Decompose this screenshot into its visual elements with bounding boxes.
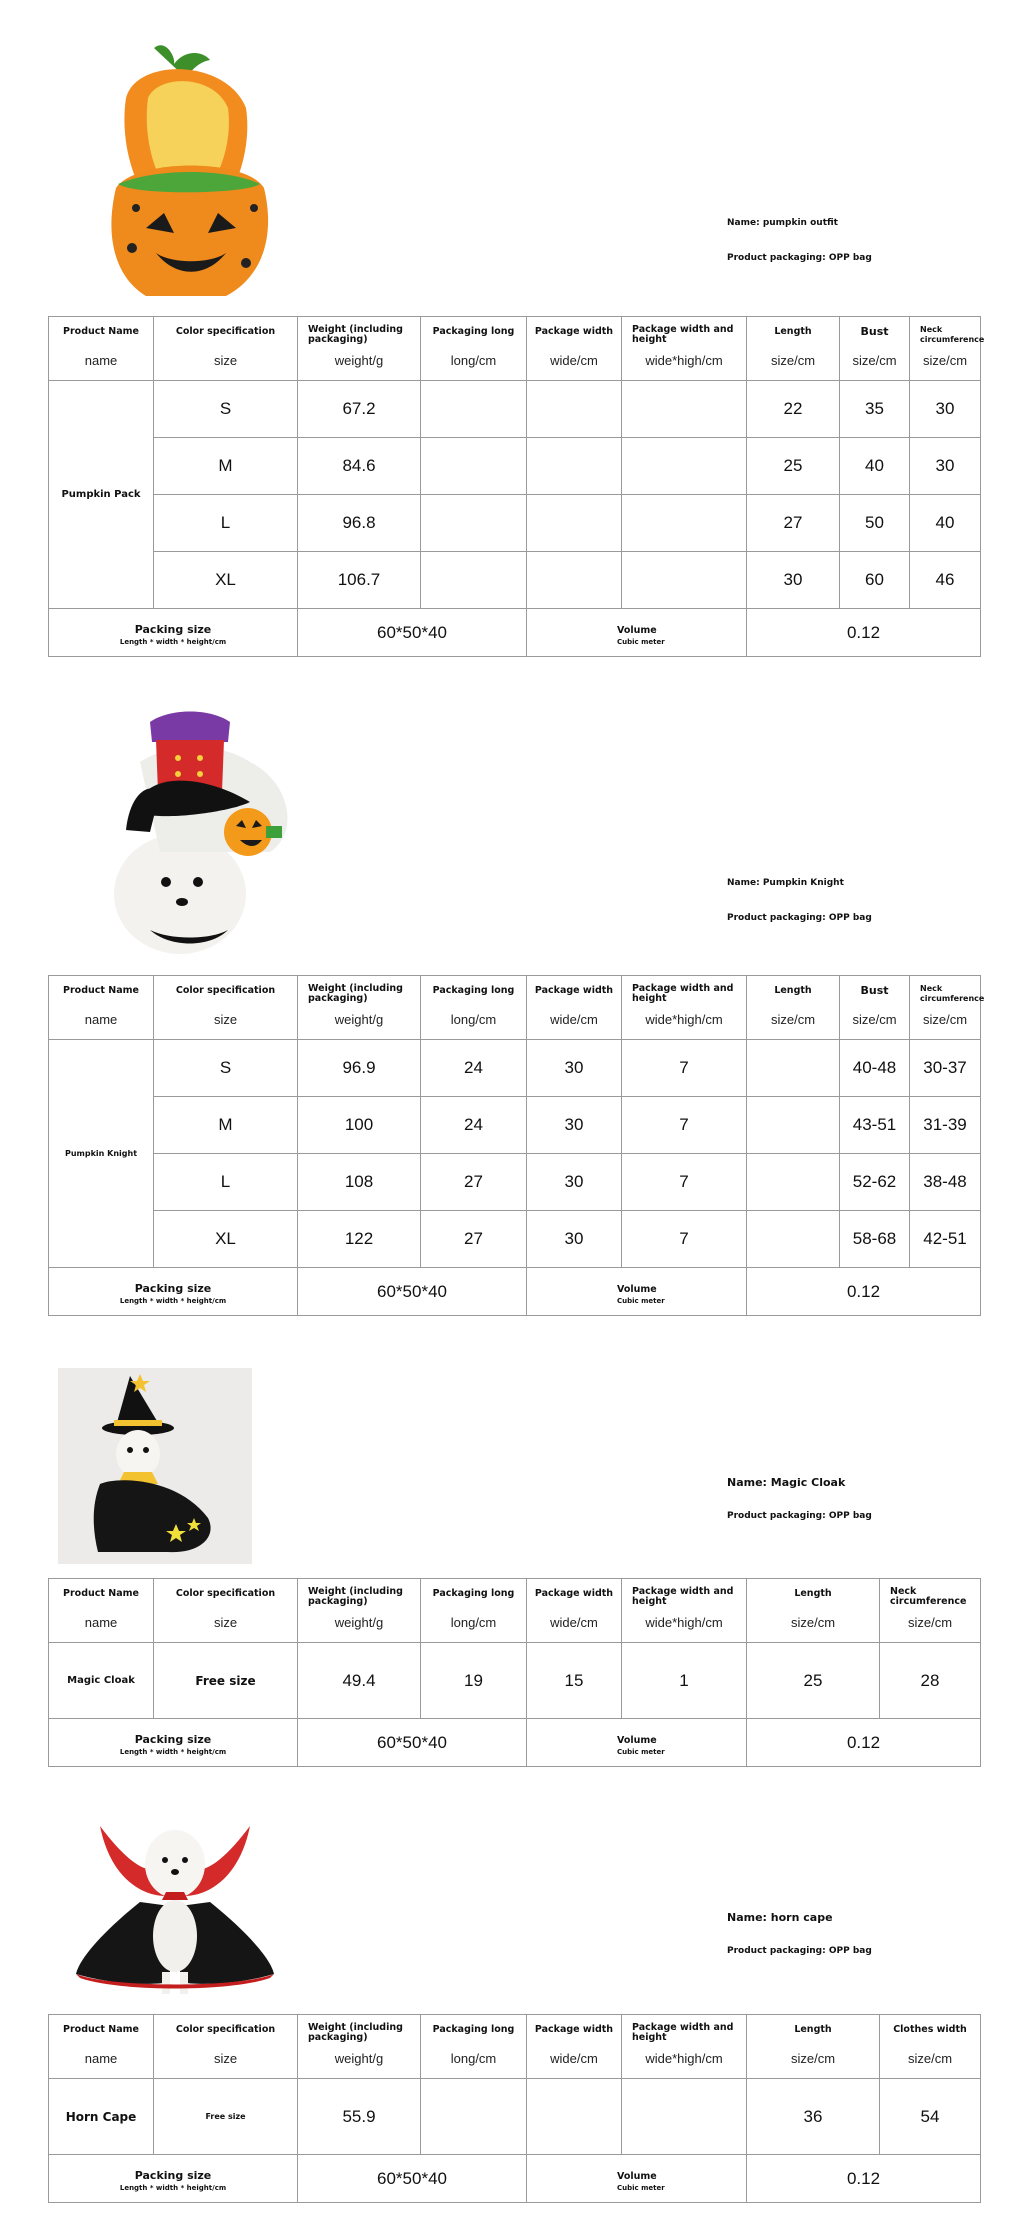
packing-size-label: Packing size Length * width * height/cm: [49, 1719, 298, 1767]
length-cell: 25: [747, 438, 840, 495]
header-pack-wh: Package width and height wide*high/cm: [622, 2015, 747, 2079]
neck-cell: 38-48: [910, 1154, 981, 1211]
volume-value: 0.12: [747, 2155, 981, 2203]
size-cell: Free size: [154, 2079, 298, 2155]
length-cell: 36: [747, 2079, 880, 2155]
weight-cell: 96.9: [298, 1040, 421, 1097]
packing-size-value: 60*50*40: [298, 609, 527, 657]
neck-cell: 30: [910, 381, 981, 438]
pack-wh-cell: 1: [622, 1643, 747, 1719]
header-pack-long: Packaging long long/cm: [421, 1579, 527, 1643]
volume-value: 0.12: [747, 609, 981, 657]
header-neck: Neck circumference size/cm: [910, 317, 981, 381]
size-cell: XL: [154, 552, 298, 609]
header-pack-wh: Package width and height wide*high/cm: [622, 976, 747, 1040]
length-cell: 22: [747, 381, 840, 438]
header-weight: Weight (including packaging) weight/g: [298, 1579, 421, 1643]
packing-size-value: 60*50*40: [298, 1268, 527, 1316]
pack-width-cell: 30: [527, 1154, 622, 1211]
packing-row: [49, 2155, 981, 2203]
pack-width-cell: 30: [527, 1211, 622, 1268]
pack-wh-cell: [622, 2079, 747, 2155]
weight-cell: 84.6: [298, 438, 421, 495]
header-weight: Weight (including packaging) weight/g: [298, 976, 421, 1040]
bust-cell: 40-48: [840, 1040, 910, 1097]
bust-cell: 52-62: [840, 1154, 910, 1211]
clothes-width-cell: 54: [880, 2079, 981, 2155]
size-cell: M: [154, 438, 298, 495]
product-name-line: Name: pumpkin outfit: [727, 218, 838, 228]
weight-cell: 100: [298, 1097, 421, 1154]
header-row: [49, 2015, 981, 2079]
bust-cell: 58-68: [840, 1211, 910, 1268]
length-cell: 25: [747, 1643, 880, 1719]
volume-label: Volume Cubic meter: [527, 1268, 747, 1316]
pack-width-cell: 15: [527, 1643, 622, 1719]
packaging-line: Product packaging: OPP bag: [727, 1946, 872, 1956]
weight-cell: 96.8: [298, 495, 421, 552]
neck-cell: 42-51: [910, 1211, 981, 1268]
header-pack-long: Packaging long long/cm: [421, 976, 527, 1040]
bust-cell: 35: [840, 381, 910, 438]
pack-width-cell: [527, 2079, 622, 2155]
header-product-name: Product Name name: [49, 317, 154, 381]
size-cell: Free size: [154, 1643, 298, 1719]
size-cell: L: [154, 1154, 298, 1211]
product-name-cell: Pumpkin Pack: [49, 381, 154, 609]
header-pack-width: Package width wide/cm: [527, 317, 622, 381]
header-weight: Weight (including packaging) weight/g: [298, 317, 421, 381]
header-length: Length size/cm: [747, 1579, 880, 1643]
size-cell: XL: [154, 1211, 298, 1268]
product-name-line: Name: horn cape: [727, 1911, 833, 1924]
header-product-name: Product Name name: [49, 976, 154, 1040]
volume-value: 0.12: [747, 1719, 981, 1767]
weight-cell: 49.4: [298, 1643, 421, 1719]
pack-width-cell: 30: [527, 1040, 622, 1097]
packing-size-value: 60*50*40: [298, 2155, 527, 2203]
neck-cell: 30-37: [910, 1040, 981, 1097]
horn-cape-photo: [70, 1806, 280, 2002]
product-name-cell: Magic Cloak: [49, 1643, 154, 1719]
bust-cell: 50: [840, 495, 910, 552]
weight-cell: 108: [298, 1154, 421, 1211]
pack-width-cell: 30: [527, 1097, 622, 1154]
product-name-cell: Pumpkin Knight: [49, 1040, 154, 1268]
header-product-name: Product Name name: [49, 1579, 154, 1643]
size-cell: S: [154, 1040, 298, 1097]
header-neck: Neck circumference size/cm: [910, 976, 981, 1040]
size-cell: M: [154, 1097, 298, 1154]
neck-cell: 46: [910, 552, 981, 609]
header-color-spec: Color specification size: [154, 317, 298, 381]
packaging-line: Product packaging: OPP bag: [727, 913, 872, 923]
length-cell: 30: [747, 552, 840, 609]
size-cell: L: [154, 495, 298, 552]
header-clothes-width: Clothes width size/cm: [880, 2015, 981, 2079]
product-name-line: Name: Pumpkin Knight: [727, 878, 844, 888]
size-cell: S: [154, 381, 298, 438]
volume-label: Volume Cubic meter: [527, 1719, 747, 1767]
volume-value: 0.12: [747, 1268, 981, 1316]
pack-wh-cell: 7: [622, 1040, 747, 1097]
packing-size-value: 60*50*40: [298, 1719, 527, 1767]
weight-cell: 67.2: [298, 381, 421, 438]
header-weight: Weight (including packaging) weight/g: [298, 2015, 421, 2079]
volume-label: Volume Cubic meter: [527, 609, 747, 657]
header-color-spec: Color specification size: [154, 976, 298, 1040]
packaging-line: Product packaging: OPP bag: [727, 253, 872, 263]
header-bust: Bust size/cm: [840, 976, 910, 1040]
header-pack-width: Package width wide/cm: [527, 976, 622, 1040]
product-name-line: Name: Magic Cloak: [727, 1476, 846, 1489]
bust-cell: 43-51: [840, 1097, 910, 1154]
bust-cell: 40: [840, 438, 910, 495]
header-length: Length size/cm: [747, 2015, 880, 2079]
packing-size-label: Packing size Length * width * height/cm: [49, 2155, 298, 2203]
header-length: Length size/cm: [747, 317, 840, 381]
table-row: [49, 2079, 981, 2155]
pack-long-cell: 24: [421, 1097, 527, 1154]
header-bust: Bust size/cm: [840, 317, 910, 381]
header-pack-wh: Package width and height wide*high/cm: [622, 317, 747, 381]
bust-cell: 60: [840, 552, 910, 609]
pack-long-cell: 27: [421, 1211, 527, 1268]
pack-long-cell: 19: [421, 1643, 527, 1719]
header-color-spec: Color specification size: [154, 1579, 298, 1643]
header-pack-long: Packaging long long/cm: [421, 2015, 527, 2079]
header-pack-width: Package width wide/cm: [527, 2015, 622, 2079]
pack-wh-cell: 7: [622, 1211, 747, 1268]
neck-cell: 31-39: [910, 1097, 981, 1154]
weight-cell: 55.9: [298, 2079, 421, 2155]
neck-cell: 28: [880, 1643, 981, 1719]
volume-label: Volume Cubic meter: [527, 2155, 747, 2203]
packaging-line: Product packaging: OPP bag: [727, 1511, 872, 1521]
neck-cell: 40: [910, 495, 981, 552]
header-pack-long: Packaging long long/cm: [421, 317, 527, 381]
weight-cell: 122: [298, 1211, 421, 1268]
packing-size-label: Packing size Length * width * height/cm: [49, 609, 298, 657]
header-pack-width: Package width wide/cm: [527, 1579, 622, 1643]
pack-long-cell: 24: [421, 1040, 527, 1097]
pack-long-cell: 27: [421, 1154, 527, 1211]
packing-size-label: Packing size Length * width * height/cm: [49, 1268, 298, 1316]
header-product-name: Product Name name: [49, 2015, 154, 2079]
header-length: Length size/cm: [747, 976, 840, 1040]
pack-long-cell: [421, 2079, 527, 2155]
neck-cell: 30: [910, 438, 981, 495]
pack-wh-cell: 7: [622, 1097, 747, 1154]
spec-table-horn-cape: [48, 2014, 981, 2203]
header-color-spec: Color specification size: [154, 2015, 298, 2079]
length-cell: 27: [747, 495, 840, 552]
header-neck: Neck circumference size/cm: [880, 1579, 981, 1643]
product-name-cell: Horn Cape: [49, 2079, 154, 2155]
pack-wh-cell: 7: [622, 1154, 747, 1211]
weight-cell: 106.7: [298, 552, 421, 609]
header-pack-wh: Package width and height wide*high/cm: [622, 1579, 747, 1643]
